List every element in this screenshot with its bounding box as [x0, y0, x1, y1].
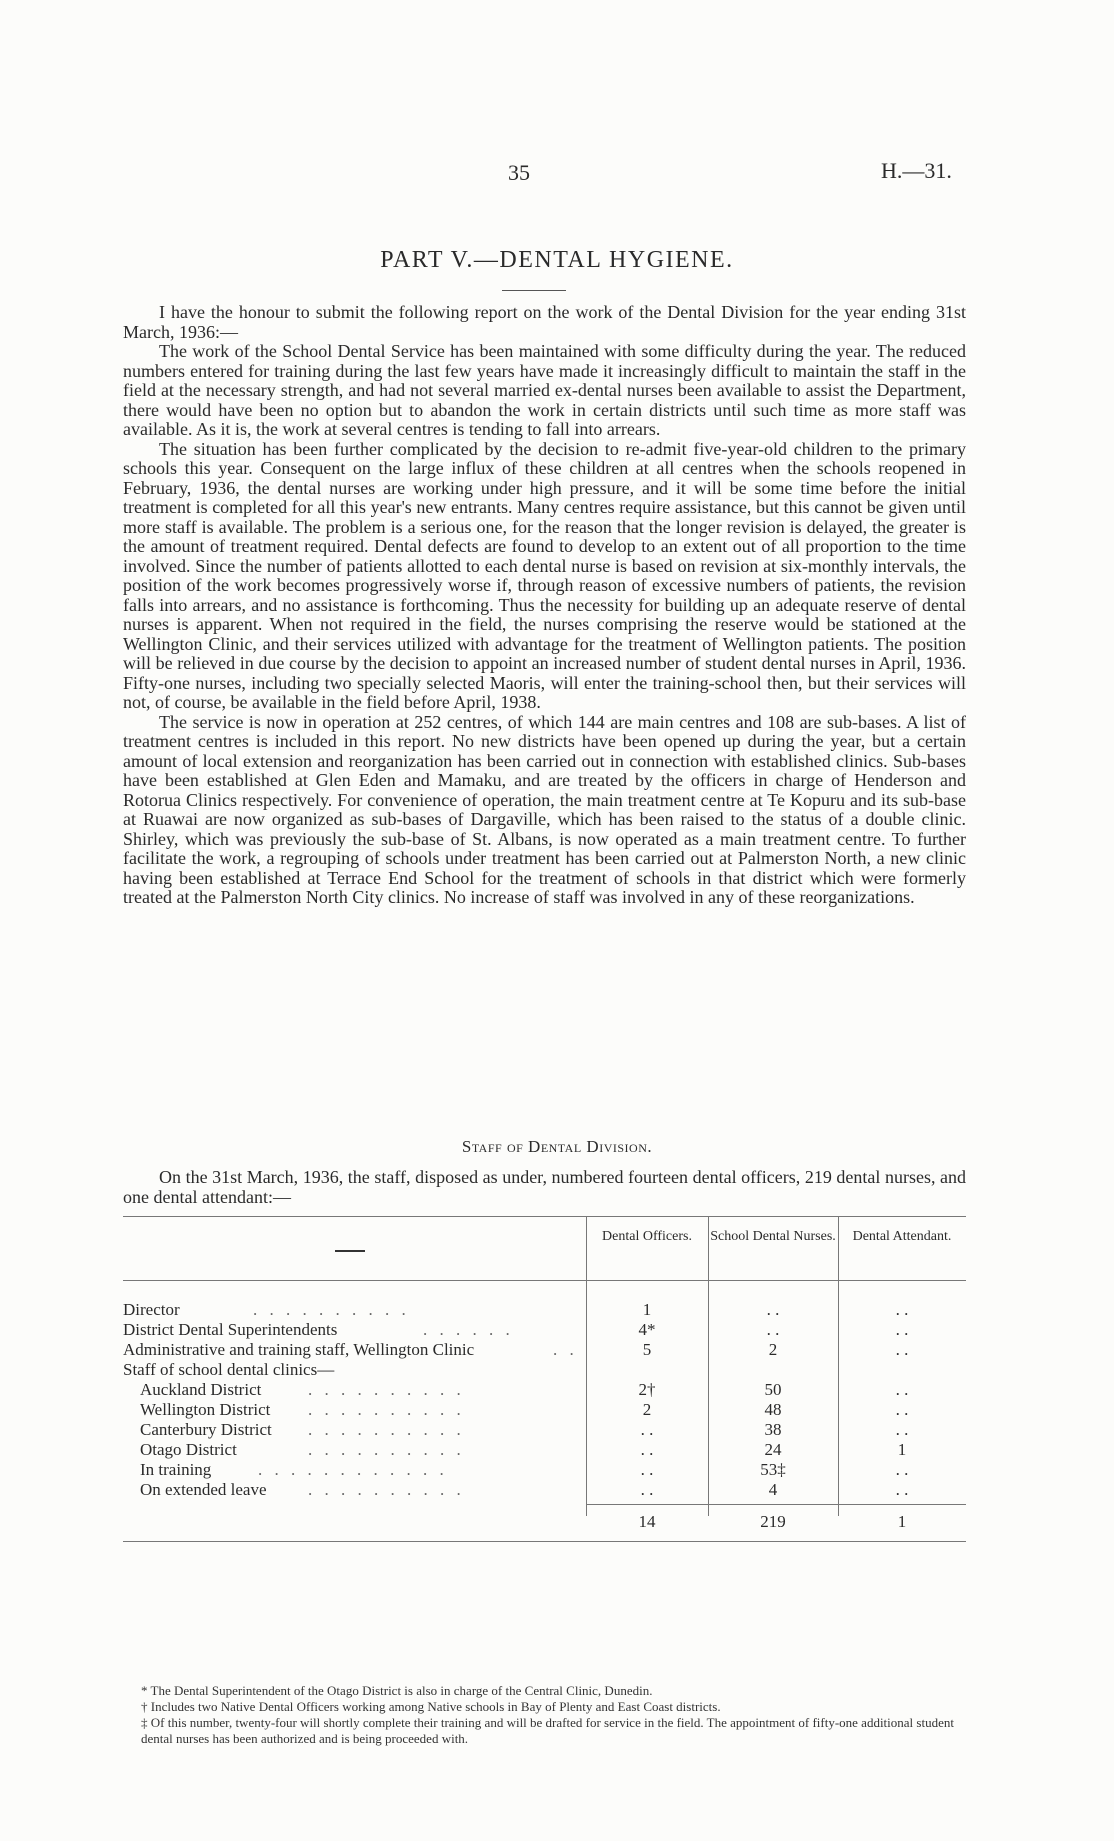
table-row [123, 1340, 966, 1360]
cell-nurses: 4 [768, 1480, 778, 1499]
table-row [123, 1380, 966, 1400]
footnote: * The Dental Superintendent of the Otago District is also in charge of the Central Clinic, Dunedin. [141, 1683, 653, 1698]
document-reference: H.—31. [881, 158, 952, 183]
row-label: Otago District [140, 1440, 237, 1459]
cell-officers: 2† [638, 1380, 656, 1399]
leader-dots: . . . . . . . . . . [308, 1400, 465, 1419]
row-label: Staff of school dental clinics— [123, 1360, 335, 1379]
paragraph: The work of the School Dental Service has been maintained with some difficulty during the year. The reduced numbers entered for training during the last few years have made it increasingly difficult to maintain the staff in the field at the necessary strength, and had not several married ex-dental nurses been available to assist the Department, there would have been no option but to abandon the work in certain districts until such time as more staff was available. As it is, the work at several centres is tending to fall into arrears. [123, 341, 966, 439]
totals-row [123, 1512, 966, 1532]
cell-attendant: . . [895, 1420, 909, 1439]
staff-intro [123, 1167, 966, 1207]
cell-attendant: 1 [897, 1440, 907, 1459]
cell-nurses: 2 [768, 1340, 778, 1359]
cell-attendant: . . [895, 1460, 909, 1479]
table-row [123, 1320, 966, 1340]
leader-dots: . . . . . . . . . . . . [258, 1460, 448, 1479]
table-row [123, 1300, 966, 1320]
table-row [123, 1460, 966, 1480]
row-label: Canterbury District [140, 1420, 272, 1439]
cell-nurses: . . [766, 1300, 780, 1319]
column-header-officers: Dental Officers. [602, 1229, 692, 1244]
footnote: ‡ Of this number, twenty-four will shortly complete their training and will be drafted for service in the field. The appointment of fifty-one additional student dental nurses has been authorized and is being proceeded with. [141, 1715, 954, 1746]
cell-officers: 4* [638, 1320, 656, 1339]
cell-officers: . . [640, 1440, 654, 1459]
cell-officers: 5 [642, 1340, 652, 1359]
page-title: PART V.—DENTAL HYGIENE. [380, 247, 734, 273]
cell-attendant: . . [895, 1380, 909, 1399]
footnote: † Includes two Native Dental Officers working among Native schools in Bay of Plenty and East Coast districts. [141, 1699, 721, 1714]
cell-attendant: . . [895, 1320, 909, 1339]
cell-attendant: . . [895, 1480, 909, 1499]
cell-nurses: 50 [764, 1380, 782, 1399]
table-row [123, 1400, 966, 1420]
cell-nurses: 53‡ [760, 1460, 786, 1479]
cell-officers: 1 [642, 1300, 652, 1319]
cell-nurses: . . [766, 1320, 780, 1339]
row-label: In training [140, 1460, 212, 1479]
staff-heading [0, 1137, 1114, 1157]
table-top-rule [123, 1216, 966, 1217]
title-rule [502, 290, 566, 291]
staff-heading-text: Staff of Dental Division. [461, 1137, 653, 1156]
page-number: 35 [508, 160, 530, 185]
paragraph: The situation has been further complicated by the decision to re-admit five-year-old children to the primary schools this year. Consequent on the large influx of these children at all centres when the schools reopened in February, 1936, the dental nurses are working under high pressure, and it will be some time before the initial treatment is completed for all this year's new entrants. Many centres require assistance, but this cannot be given until more staff is available. The problem is a serious one, for the reason that the longer revision is delayed, the greater is the amount of treatment required. Dental defects are found to develop to an extent out of all proportion to the time involved. Since the number of patients allotted to each dental nurse is based on revision at six-monthly intervals, the position of the work becomes progressively worse if, through reason of excessive numbers of patients, the revision falls into arrears, and no assistance is forthcoming. Thus the necessity for building up an adequate reserve of dental nurses is apparent. When not required in the field, the nurses comprising the reserve would be stationed at the Wellington Clinic, and their services utilized with advantage for the treatment of Wellington patients. The position will be relieved in due course by the decision to appoint an increased number of student dental nurses in April, 1936. Fifty-one nurses, including two specially selected Maoris, will enter the training-school then, but their services will not, of course, be available in the field before April, 1938. [123, 438, 966, 712]
leader-dots: . . . . . . . . . . [308, 1480, 465, 1499]
cell-attendant: . . [895, 1340, 909, 1359]
table-row [123, 1420, 966, 1440]
table-row [123, 1360, 966, 1380]
total-attendant: 1 [897, 1512, 907, 1531]
cell-nurses: 38 [764, 1420, 782, 1439]
cell-officers: . . [640, 1480, 654, 1499]
leader-dots: . . . . . . [423, 1320, 514, 1339]
row-label: Administrative and training staff, Wellington Clinic [123, 1340, 475, 1359]
table-bottom-rule [123, 1541, 966, 1542]
totals-rule [586, 1504, 966, 1505]
paragraph: The service is now in operation at 252 centres, of which 144 are main centres and 108 are sub-bases. A list of treatment centres is included in this report. No new districts have been opened up during the year, but a certain amount of local extension and reorganization has been carried out in connection with established clinics. Sub-bases have been established at Glen Eden and Mamaku, and are treated by the officers in charge of Henderson and Rotorua Clinics respectively. For convenience of operation, the main treatment centre at Te Kopuru and its sub-base at Ruawai are now organized as sub-bases of Dargaville, which has been raised to the status of a double clinic. Shirley, which was previously the sub-base of St. Albans, is now operated as a main treatment centre. To further facilitate the work, a regrouping of schools under treatment has been carried out at Palmerston North, a new clinic having been established at Terrace End School for the treatment of schools in that district which were formerly treated at the Palmerston North City clinics. No increase of staff was involved in any of these reorganizations. [123, 711, 966, 907]
report-body [123, 303, 966, 908]
row-label: On extended leave [140, 1480, 267, 1499]
cell-officers: . . [640, 1420, 654, 1439]
leader-dots: . . . . . . . . . . [308, 1380, 465, 1399]
table-header-rule [123, 1280, 966, 1281]
total-officers: 14 [638, 1512, 656, 1531]
total-nurses: 219 [760, 1512, 786, 1531]
footnotes [123, 1683, 966, 1747]
cell-officers: 2 [642, 1400, 652, 1419]
cell-attendant: . . [895, 1400, 909, 1419]
staff-intro-text: On the 31st March, 1936, the staff, disposed as under, numbered fourteen dental officers, 219 dental nurses, and one dental attendant:— [123, 1167, 966, 1207]
cell-nurses: 48 [764, 1400, 782, 1419]
column-header-nurses: School Dental Nurses. [710, 1229, 836, 1244]
paragraph: I have the honour to submit the following report on the work of the Dental Division for the year ending 31st March, 1936:— [123, 302, 966, 342]
row-label: District Dental Superintendents [123, 1320, 338, 1339]
row-label: Auckland District [140, 1380, 262, 1399]
cell-nurses: 24 [764, 1440, 782, 1459]
leader-dots: . . [553, 1340, 578, 1359]
row-label: Wellington District [140, 1400, 271, 1419]
row-label: Director [123, 1300, 180, 1319]
leader-dots: . . . . . . . . . . [308, 1440, 465, 1459]
table-row [123, 1440, 966, 1460]
stub-header-dash [335, 1250, 365, 1252]
column-header-attendant: Dental Attendant. [852, 1229, 952, 1244]
leader-dots: . . . . . . . . . . [253, 1300, 410, 1319]
cell-attendant: . . [895, 1300, 909, 1319]
leader-dots: . . . . . . . . . . [308, 1420, 465, 1439]
table-row [123, 1480, 966, 1500]
cell-officers: . . [640, 1460, 654, 1479]
